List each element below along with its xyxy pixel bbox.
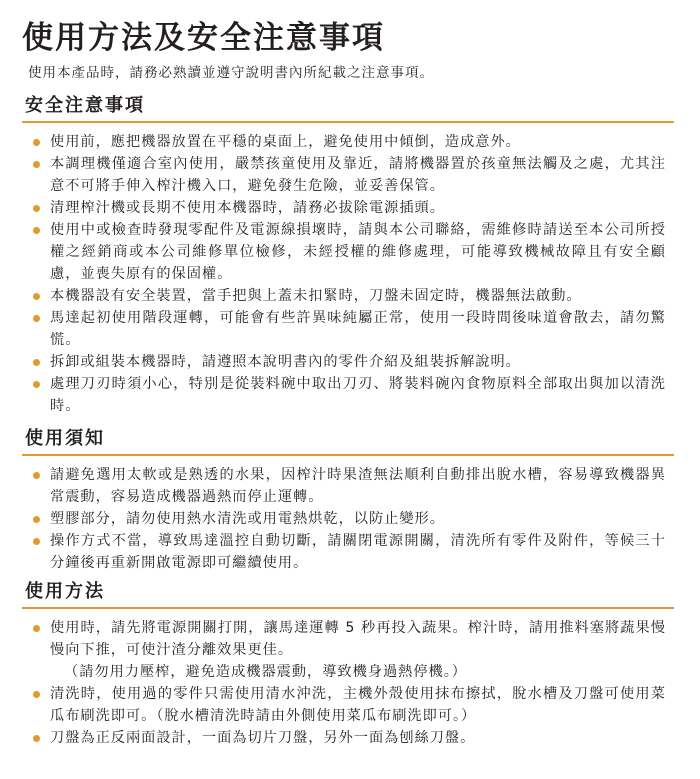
bullet-icon bbox=[33, 161, 40, 168]
usage-section bbox=[22, 578, 674, 749]
safety-section-title: 安全注意事項 bbox=[25, 95, 145, 116]
safety-item: 本機器設有安全裝置，當手把與上蓋未扣緊時，刀盤未固定時，機器無法啟動。 bbox=[22, 285, 674, 307]
safety-section bbox=[22, 92, 674, 417]
bullet-icon bbox=[33, 381, 40, 388]
bullet-icon bbox=[33, 472, 40, 479]
usage-item: 使用時，請先將電源開關打開，讓馬達運轉 5 秒再投入蔬果。榨汁時，請用推料塞將蔬果慢慢向下推，可使汁渣分離效果更佳。 （請勿用力壓榨，避免造成機器震動，導致機身過熱停機。） bbox=[22, 617, 674, 683]
safety-item: 使用中或檢查時發現零配件及電源線損壞時，請與本公司聯絡，需維修時請送至本公司所授權之經銷商或本公司維修單位檢修，未經授權的維修處理，可能導致機械故障且有安全顧慮，並喪失原有的保固權。 bbox=[22, 219, 674, 285]
notice-section-title: 使用須知 bbox=[25, 428, 105, 449]
notice-item: 請避免選用太軟或是熟透的水果，因榨汁時果渣無法順利自動排出脫水槽，容易導致機器異常震動，容易造成機器過熱而停止運轉。 bbox=[22, 464, 674, 508]
safety-item: 馬達起初使用階段運轉，可能會有些許異味純屬正常，使用一段時間後味道會散去，請勿驚慌。 bbox=[22, 307, 674, 351]
usage-item: 刀盤為正反兩面設計，一面為切片刀盤，另外一面為刨絲刀盤。 bbox=[22, 727, 674, 749]
bullet-icon bbox=[33, 735, 40, 742]
safety-item: 使用前，應把機器放置在平穩的桌面上，避免使用中傾倒，造成意外。 bbox=[22, 131, 674, 153]
notice-item: 塑膠部分，請勿使用熱水清洗或用電熱烘乾，以防止變形。 bbox=[22, 508, 674, 530]
section-divider bbox=[22, 454, 674, 456]
section-divider bbox=[22, 121, 674, 123]
bullet-icon bbox=[33, 625, 40, 632]
usage-section-title: 使用方法 bbox=[25, 581, 105, 602]
bullet-icon bbox=[33, 516, 40, 523]
bullet-icon bbox=[33, 205, 40, 212]
usage-note: （請勿用力壓榨，避免造成機器震動，導致機身過熱停機。） bbox=[64, 664, 467, 680]
intro-text: 使用本產品時，請務必熟讀並遵守說明書內所紀載之注意事項。 bbox=[28, 65, 434, 81]
notice-section bbox=[22, 425, 674, 574]
bullet-icon bbox=[33, 315, 40, 322]
bullet-icon bbox=[33, 359, 40, 366]
safety-item: 處理刀刃時須小心，特別是從裝料碗中取出刀刃、將裝料碗內食物原料全部取出與加以清洗時。 bbox=[22, 373, 674, 417]
notice-item: 操作方式不當，導致馬達溫控自動切斷，請關閉電源開關，清洗所有零件及附件，等候三十分鐘後再重新開啟電源即可繼續使用。 bbox=[22, 530, 674, 574]
bullet-icon bbox=[33, 293, 40, 300]
safety-item: 清理榨汁機或長期不使用本機器時，請務必拔除電源插頭。 bbox=[22, 197, 674, 219]
bullet-icon bbox=[33, 139, 40, 146]
safety-item: 本調理機僅適合室內使用，嚴禁孩童使用及靠近，請將機器置於孩童無法觸及之處，尤其注意不可將手伸入榨汁機入口，避免發生危險，並妥善保管。 bbox=[22, 153, 674, 197]
bullet-icon bbox=[33, 691, 40, 698]
page-title: 使用方法及安全注意事項 bbox=[22, 20, 385, 56]
safety-list bbox=[22, 131, 674, 417]
usage-item: 清洗時，使用過的零件只需使用清水沖洗，主機外殼使用抹布擦拭，脫水槽及刀盤可使用菜瓜布刷洗即可。（脫水槽清洗時請由外側使用菜瓜布刷洗即可。） bbox=[22, 683, 674, 727]
safety-item: 拆卸或組裝本機器時，請遵照本說明書內的零件介紹及組裝拆解說明。 bbox=[22, 351, 674, 373]
bullet-icon bbox=[33, 227, 40, 234]
bullet-icon bbox=[33, 538, 40, 545]
section-divider bbox=[22, 607, 674, 609]
usage-list bbox=[22, 617, 674, 749]
notice-list bbox=[22, 464, 674, 574]
